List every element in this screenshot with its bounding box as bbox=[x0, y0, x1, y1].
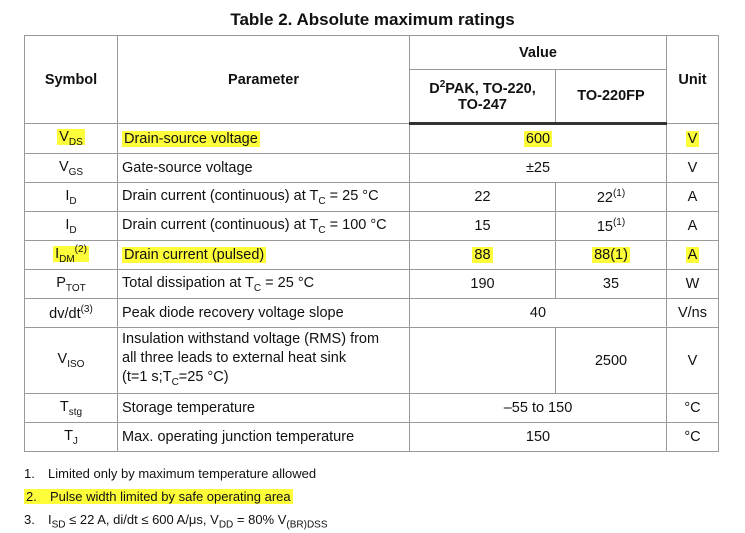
value-dvdt: 40 bbox=[410, 299, 667, 328]
table-row bbox=[25, 183, 719, 212]
symbol-ptot: $P_{TOT}$ bbox=[25, 270, 118, 299]
unit-dvdt: V/ns bbox=[667, 299, 719, 328]
value-ptot-col1: 190 bbox=[410, 270, 556, 299]
header-value: Value bbox=[410, 36, 667, 70]
param-peak-diode-recovery: Peak diode recovery voltage slope bbox=[118, 299, 410, 328]
value-idm-col1: 88 bbox=[474, 247, 491, 263]
table-row bbox=[25, 299, 719, 328]
table-row bbox=[25, 328, 719, 394]
symbol-id-100: $I_D$ bbox=[25, 212, 118, 241]
param-insulation-voltage: Insulation withstand voltage (RMS) from all three leads to external heat sink (t=1 $s;T_C=25$ °C) bbox=[118, 328, 410, 394]
param-gate-source-voltage: Gate-source voltage bbox=[118, 154, 410, 183]
table-row bbox=[25, 154, 719, 183]
table-title: Table 2. Absolute maximum ratings bbox=[230, 10, 515, 29]
value-viso-col1 bbox=[410, 328, 556, 394]
param-drain-current-25: Drain current (continuous) at $T_C = 25$ °C bbox=[118, 183, 410, 212]
unit-vds: V bbox=[687, 130, 698, 147]
header-package-2: TO-220FP bbox=[556, 70, 667, 124]
param-junction-temperature: Max. operating junction temperature bbox=[118, 423, 410, 452]
footnote-1: 1. Limited only by maximum temperature allowed bbox=[24, 466, 317, 481]
table-row bbox=[25, 241, 719, 270]
table-row bbox=[25, 212, 719, 241]
param-drain-current-100: Drain current (continuous) at $T_C = 100$ °C bbox=[118, 212, 410, 241]
unit-idm: A bbox=[687, 247, 698, 263]
value-ptot-col2: 35 bbox=[556, 270, 667, 299]
unit-ptot: W bbox=[667, 270, 719, 299]
table-row bbox=[25, 124, 719, 154]
footnote-3: 3. $I_{SD} \le 22$ A, di/dt ≤ 600 A/μs, $V_{DD} = 80\%$ $V_{(BR)DSS}$ bbox=[24, 512, 328, 531]
symbol-id-25: $I_D$ bbox=[25, 183, 118, 212]
value-viso-col2: 2500 bbox=[556, 328, 667, 394]
footnote-2: 2. Pulse width limited by safe operating area bbox=[26, 489, 291, 504]
unit-tstg: °C bbox=[667, 394, 719, 423]
symbol-dvdt: $dv/dt^{(3)}$ bbox=[25, 299, 118, 328]
symbol-idm: $I_{DM}^{(2)}$ bbox=[55, 244, 87, 266]
param-drain-current-pulsed: Drain current (pulsed) bbox=[124, 247, 265, 263]
ratings-table bbox=[24, 35, 719, 452]
table-row bbox=[25, 394, 719, 423]
symbol-viso: $V_{ISO}$ bbox=[25, 328, 118, 394]
unit-tj: °C bbox=[667, 423, 719, 452]
param-total-dissipation: Total dissipation at $T_C = 25$ °C bbox=[118, 270, 410, 299]
header-unit: Unit bbox=[667, 36, 719, 124]
value-vgs: ±25 bbox=[410, 154, 667, 183]
table-row bbox=[25, 270, 719, 299]
param-drain-source-voltage: Drain-source voltage bbox=[124, 130, 258, 147]
unit-viso: V bbox=[667, 328, 719, 394]
value-idm-col2: 88(1) bbox=[594, 247, 628, 263]
header-symbol: Symbol bbox=[25, 36, 118, 124]
symbol-vds: $V_{DS}$ bbox=[59, 129, 83, 148]
table-row bbox=[25, 423, 719, 452]
symbol-tstg: $T_{stg}$ bbox=[25, 394, 118, 423]
value-id-25-col2: 22$^{(1)}$ bbox=[556, 183, 667, 212]
value-id-25-col1: 22 bbox=[410, 183, 556, 212]
value-tstg: –55 to 150 bbox=[410, 394, 667, 423]
param-storage-temperature: Storage temperature bbox=[118, 394, 410, 423]
unit-vgs: V bbox=[667, 154, 719, 183]
value-vds: 600 bbox=[525, 131, 551, 147]
symbol-vgs: $V_{GS}$ bbox=[25, 154, 118, 183]
unit-id-100: A bbox=[667, 212, 719, 241]
unit-id-25: A bbox=[667, 183, 719, 212]
value-id-100-col2: 15$^{(1)}$ bbox=[556, 212, 667, 241]
value-id-100-col1: 15 bbox=[410, 212, 556, 241]
header-package-1: $D^2PAK$, TO-220, TO-247 bbox=[410, 70, 556, 124]
symbol-tj: $T_J$ bbox=[25, 423, 118, 452]
header-parameter: Parameter bbox=[118, 36, 410, 124]
value-tj: 150 bbox=[410, 423, 667, 452]
